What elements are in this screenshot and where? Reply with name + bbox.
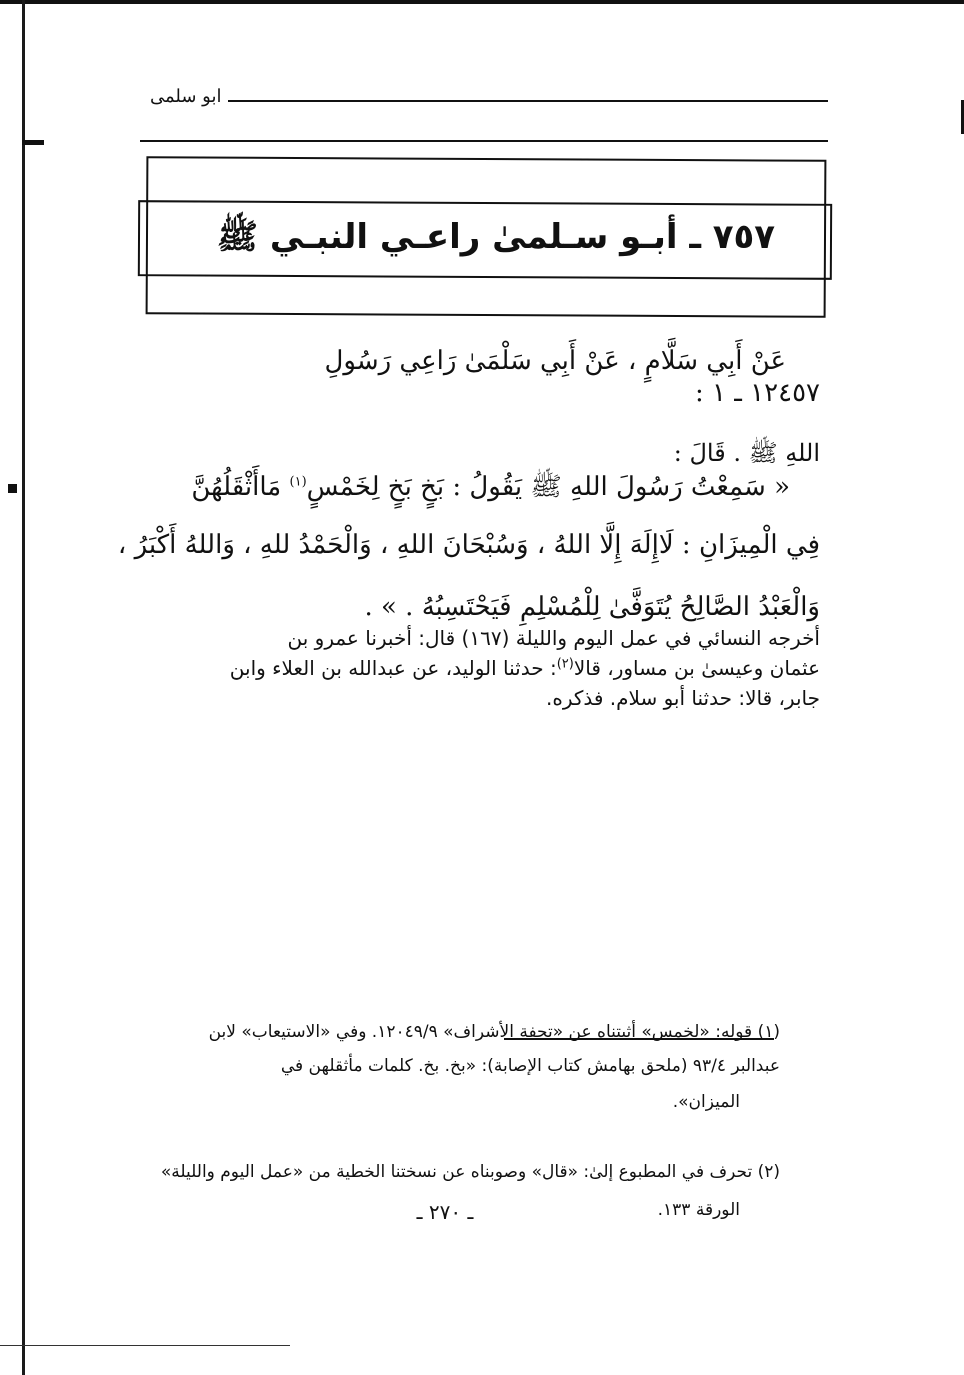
hadith-line: فِي الْمِيزَانِ : لَاإِلَهَ إِلَّا اللهُ ، وَسُبْحَانَ اللهِ ، وَالْحَمْدُ للهِ ، وَاللهُ أَكْبَرُ ، [117, 530, 820, 560]
page-number: ـ ٢٧٠ ـ [416, 1200, 474, 1224]
takhrij-line [230, 656, 820, 680]
hadith-line: وَالْعَبْدُ الصَّالِحُ يُتَوَفَّىٰ لِلْمُسْلِمِ فَيَحْتَسِبُهُ . » . [364, 592, 820, 622]
entry-title-box [146, 158, 826, 316]
takhrij-line-part: : حدثنا الوليد، عن عبدالله بن العلاء وابن [229, 656, 557, 680]
hadith-line: عَنْ أَبِي سَلَّامٍ ، عَنْ أَبِي سَلْمَىٰ رَاعِي رَسُولِ [324, 346, 786, 376]
scan-edge-left [22, 0, 25, 1375]
footnote-line: الورقة ١٣٣. [657, 1200, 740, 1220]
footnote-line: (٢) تحرف في المطبوع إلىٰ: «قال» وصوبناه عن نسختنا الخطية من «عمل اليوم والليلة» [160, 1162, 780, 1182]
hadith-line [191, 470, 790, 508]
header-rule [228, 100, 828, 102]
footnote-line: (١) قوله: «لخمس» أثبتناه عن «تحفة الأشراف» ١٢٠٤٩/٩. وفي «الاستيعاب» لابن [208, 1022, 780, 1042]
hadith-line: اللهِ ﷺ . قَالَ : [673, 439, 820, 467]
takhrij-line-part: عثمان وعيسىٰ بن مساور، قالا [573, 656, 820, 680]
takhrij-line: جابر، قالا: حدثنا أبو سلام. فذكره. [546, 686, 820, 710]
header-rule [140, 140, 828, 142]
footnote-line: عبدالبر ٩٣/٤ (ملحق بهامش كتاب الإصابة): «بخ. بخ. كلمات مأثقلهن في [280, 1056, 780, 1076]
running-header-text: ابو سلمى [150, 86, 222, 107]
scan-edge-top [0, 0, 964, 4]
footnote-marker: (٢) [556, 656, 574, 672]
scan-mark [8, 484, 17, 493]
hadith-number: ١٢٤٥٧ ـ ١ : [695, 378, 820, 408]
footnote-line: الميزان». [672, 1092, 740, 1112]
footnote-marker: (١) [289, 474, 307, 490]
scan-mark [22, 140, 44, 145]
entry-title: ٧٥٧ ـ أبـو سـلمىٰ راعـي النبـي ﷺ [216, 217, 776, 257]
takhrij-line: أخرجه النسائي في عمل اليوم والليلة (١٦٧) قال: أخبرنا عمرو بن [287, 626, 820, 650]
hadith-line-part: مَاأَثْقَلُهُنَّ [191, 472, 282, 502]
running-header [140, 86, 830, 146]
hadith-line-part: « سَمِعْتُ رَسُولَ اللهِ ﷺ يَقُولُ : بَخٍ بَخٍ لِخَمْسٍ [306, 472, 790, 502]
scan-mark [0, 1345, 290, 1346]
